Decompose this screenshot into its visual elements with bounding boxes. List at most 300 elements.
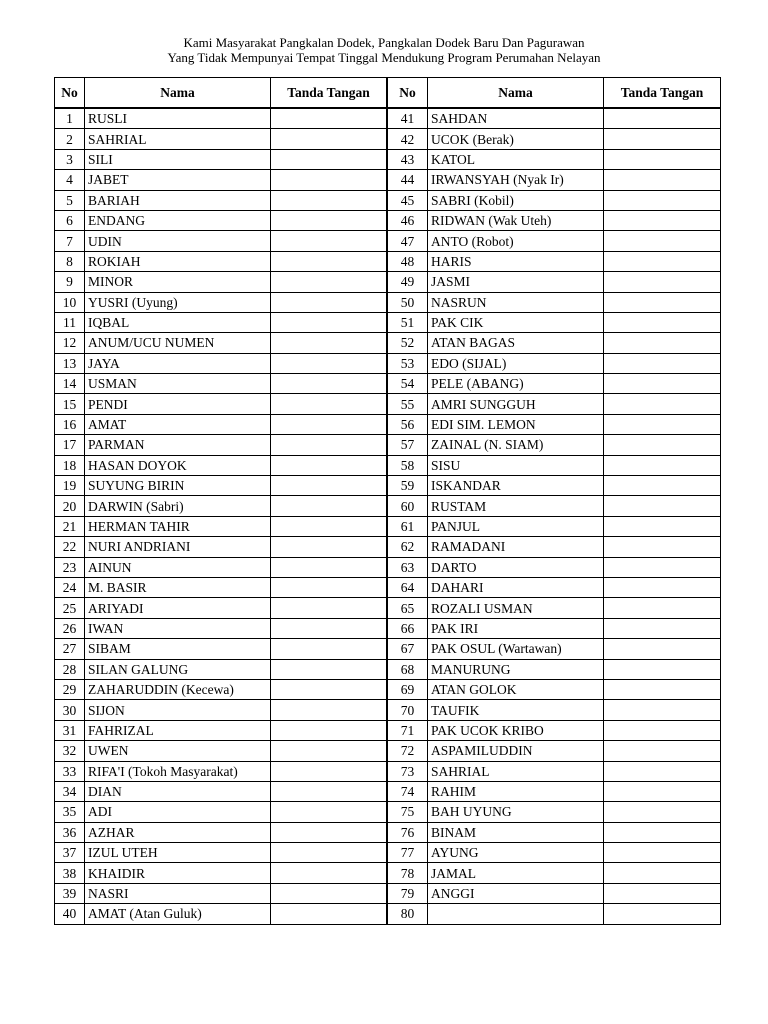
row-signature-cell [604,312,721,332]
table-row [55,108,387,129]
header-no: No [388,78,428,109]
table-row [388,639,721,659]
row-number: 27 [55,639,85,659]
table-row [55,353,387,373]
row-number: 20 [55,496,85,516]
table-row [388,822,721,842]
title-line-1: Kami Masyarakat Pangkalan Dodek, Pangkalan Dodek Baru Dan Pagurawan [183,35,585,50]
row-signature-cell [271,476,387,496]
table-row [55,170,387,190]
row-number: 25 [55,598,85,618]
row-signature-cell [604,435,721,455]
row-name: SAHRIAL [85,129,271,149]
row-number: 23 [55,557,85,577]
table-row [55,251,387,271]
row-number: 5 [55,190,85,210]
row-name: UDIN [85,231,271,251]
row-signature-cell [271,537,387,557]
row-signature-cell [271,516,387,536]
row-number: 77 [388,843,428,863]
row-signature-cell [604,149,721,169]
row-number: 73 [388,761,428,781]
row-name: ROKIAH [85,251,271,271]
table-row [388,414,721,434]
row-signature-cell [604,618,721,638]
table-row [388,108,721,129]
table-row [388,272,721,292]
row-name: JABET [85,170,271,190]
table-row [55,720,387,740]
row-name: AZHAR [85,822,271,842]
row-signature-cell [271,741,387,761]
table-row [388,781,721,801]
row-name: IQBAL [85,312,271,332]
row-signature-cell [271,149,387,169]
table-row [55,394,387,414]
table-row [388,374,721,394]
row-name: AYUNG [428,843,604,863]
table-row [55,149,387,169]
row-signature-cell [604,659,721,679]
table-row [388,557,721,577]
row-name: RUSTAM [428,496,604,516]
row-signature-cell [271,108,387,129]
table-row [388,904,721,924]
table-row [388,761,721,781]
row-name: DARTO [428,557,604,577]
row-name: NURI ANDRIANI [85,537,271,557]
row-signature-cell [271,577,387,597]
row-name: ATAN BAGAS [428,333,604,353]
row-signature-cell [604,292,721,312]
table-row [388,843,721,863]
table-row [55,700,387,720]
row-name: ANTO (Robot) [428,231,604,251]
row-name: DARWIN (Sabri) [85,496,271,516]
row-signature-cell [604,577,721,597]
row-signature-cell [604,394,721,414]
row-signature-cell [604,231,721,251]
row-name: ATAN GOLOK [428,679,604,699]
row-signature-cell [604,700,721,720]
row-name: RUSLI [85,108,271,129]
table-row [55,557,387,577]
row-signature-cell [271,720,387,740]
row-name: ANGGI [428,883,604,903]
row-name: IWAN [85,618,271,638]
table-row [55,883,387,903]
table-row [55,537,387,557]
row-number: 12 [55,333,85,353]
row-number: 52 [388,333,428,353]
row-number: 8 [55,251,85,271]
row-number: 35 [55,802,85,822]
row-signature-cell [271,679,387,699]
row-number: 1 [55,108,85,129]
table-row [55,516,387,536]
table-row [55,577,387,597]
row-name: NASRI [85,883,271,903]
row-name: KHAIDIR [85,863,271,883]
table-row [388,802,721,822]
row-number: 6 [55,210,85,230]
row-number: 22 [55,537,85,557]
row-number: 26 [55,618,85,638]
row-name: FAHRIZAL [85,720,271,740]
row-name: PANJUL [428,516,604,536]
table-row [55,231,387,251]
row-name: SAHRIAL [428,761,604,781]
table-row [388,435,721,455]
row-number: 68 [388,659,428,679]
table-row [388,598,721,618]
row-number: 80 [388,904,428,924]
row-number: 60 [388,496,428,516]
table-row [388,170,721,190]
table-row [388,149,721,169]
header-nama: Nama [428,78,604,109]
row-number: 70 [388,700,428,720]
row-name: MANURUNG [428,659,604,679]
row-signature-cell [604,374,721,394]
row-name: BARIAH [85,190,271,210]
row-name: ARIYADI [85,598,271,618]
table-header-row [55,78,387,109]
row-name: SIJON [85,700,271,720]
table-header-row [388,78,721,109]
row-signature-cell [604,537,721,557]
table-row [55,455,387,475]
row-name: UCOK (Berak) [428,129,604,149]
table-row [388,129,721,149]
row-name: BINAM [428,822,604,842]
row-number: 38 [55,863,85,883]
table-row [388,577,721,597]
row-name: PAK OSUL (Wartawan) [428,639,604,659]
table-row [55,781,387,801]
table-row [55,618,387,638]
table-row [388,292,721,312]
title-line-2: Yang Tidak Mempunyai Tempat Tinggal Mendukung Program Perumahan Nelayan [167,50,601,65]
row-signature-cell [604,108,721,129]
row-number: 29 [55,679,85,699]
row-signature-cell [604,353,721,373]
row-name: SILAN GALUNG [85,659,271,679]
row-number: 34 [55,781,85,801]
row-number: 2 [55,129,85,149]
row-signature-cell [604,761,721,781]
row-number: 19 [55,476,85,496]
row-signature-cell [271,618,387,638]
row-number: 79 [388,883,428,903]
row-name: ANUM/UCU NUMEN [85,333,271,353]
row-name: ROZALI USMAN [428,598,604,618]
table-row [388,883,721,903]
row-name: RIFA'I (Tokoh Masyarakat) [85,761,271,781]
row-name: AINUN [85,557,271,577]
row-name: BAH UYUNG [428,802,604,822]
table-row [55,741,387,761]
row-name: ASPAMILUDDIN [428,741,604,761]
row-name: RIDWAN (Wak Uteh) [428,210,604,230]
row-name: HARIS [428,251,604,271]
table-row [55,639,387,659]
row-number: 67 [388,639,428,659]
row-signature-cell [271,394,387,414]
row-signature-cell [604,129,721,149]
row-name: KATOL [428,149,604,169]
signature-table-right [387,77,721,925]
table-row [388,251,721,271]
row-name: SIBAM [85,639,271,659]
row-name: RAMADANI [428,537,604,557]
row-number: 32 [55,741,85,761]
row-name: ISKANDAR [428,476,604,496]
table-row [55,863,387,883]
row-name: AMAT (Atan Guluk) [85,904,271,924]
row-name: TAUFIK [428,700,604,720]
table-row [388,455,721,475]
table-row [55,374,387,394]
row-signature-cell [604,802,721,822]
row-signature-cell [271,312,387,332]
row-name: SILI [85,149,271,169]
table-row [388,333,721,353]
row-number: 39 [55,883,85,903]
row-number: 18 [55,455,85,475]
row-number: 62 [388,537,428,557]
row-name: NASRUN [428,292,604,312]
row-name: PARMAN [85,435,271,455]
table-row [55,312,387,332]
row-number: 78 [388,863,428,883]
row-number: 75 [388,802,428,822]
row-signature-cell [271,822,387,842]
row-number: 36 [55,822,85,842]
table-row [55,496,387,516]
row-name: AMRI SUNGGUH [428,394,604,414]
row-name: JASMI [428,272,604,292]
row-name: SABRI (Kobil) [428,190,604,210]
table-row [55,272,387,292]
table-row [55,129,387,149]
row-name: SUYUNG BIRIN [85,476,271,496]
row-signature-cell [604,516,721,536]
row-name: UWEN [85,741,271,761]
row-signature-cell [604,333,721,353]
row-name: PAK IRI [428,618,604,638]
row-number: 53 [388,353,428,373]
row-number: 44 [388,170,428,190]
row-number: 72 [388,741,428,761]
row-number: 41 [388,108,428,129]
row-name: DAHARI [428,577,604,597]
table-row [55,659,387,679]
row-name: PELE (ABANG) [428,374,604,394]
row-name: PAK UCOK KRIBO [428,720,604,740]
table-row [388,496,721,516]
row-number: 64 [388,577,428,597]
row-number: 55 [388,394,428,414]
table-row [388,210,721,230]
row-signature-cell [271,455,387,475]
table-row [388,231,721,251]
table-row [55,333,387,353]
row-number: 57 [388,435,428,455]
row-name: AMAT [85,414,271,434]
row-number: 9 [55,272,85,292]
row-signature-cell [271,210,387,230]
table-row [388,312,721,332]
row-name: PAK CIK [428,312,604,332]
row-number: 49 [388,272,428,292]
row-number: 4 [55,170,85,190]
row-name: RAHIM [428,781,604,801]
row-number: 33 [55,761,85,781]
row-number: 16 [55,414,85,434]
row-signature-cell [271,700,387,720]
row-name: JAMAL [428,863,604,883]
row-signature-cell [271,761,387,781]
row-number: 61 [388,516,428,536]
row-number: 11 [55,312,85,332]
row-number: 65 [388,598,428,618]
table-row [55,679,387,699]
row-signature-cell [271,292,387,312]
table-row [388,353,721,373]
row-signature-cell [271,272,387,292]
row-signature-cell [604,639,721,659]
row-number: 71 [388,720,428,740]
table-row [388,679,721,699]
table-row [388,476,721,496]
row-signature-cell [604,741,721,761]
row-number: 63 [388,557,428,577]
row-name: YUSRI (Uyung) [85,292,271,312]
row-signature-cell [604,863,721,883]
table-body-right [388,108,721,924]
row-number: 43 [388,149,428,169]
table-row [55,414,387,434]
row-signature-cell [604,210,721,230]
table-row [388,190,721,210]
row-number: 14 [55,374,85,394]
row-signature-cell [604,476,721,496]
row-number: 47 [388,231,428,251]
table-row [388,741,721,761]
row-name: IZUL UTEH [85,843,271,863]
row-name: SAHDAN [428,108,604,129]
row-number: 24 [55,577,85,597]
row-number: 30 [55,700,85,720]
table-row [388,537,721,557]
row-name: JAYA [85,353,271,373]
row-signature-cell [271,496,387,516]
row-name: PENDI [85,394,271,414]
row-name: ZAINAL (N. SIAM) [428,435,604,455]
row-signature-cell [604,822,721,842]
row-number: 7 [55,231,85,251]
row-number: 51 [388,312,428,332]
row-number: 40 [55,904,85,924]
row-number: 13 [55,353,85,373]
row-name: USMAN [85,374,271,394]
row-number: 15 [55,394,85,414]
row-signature-cell [604,190,721,210]
row-signature-cell [604,598,721,618]
row-signature-cell [271,414,387,434]
row-signature-cell [271,639,387,659]
row-signature-cell [271,374,387,394]
signature-table-left [54,77,387,925]
row-number: 17 [55,435,85,455]
row-signature-cell [604,251,721,271]
row-signature-cell [271,781,387,801]
header-tanda-tangan: Tanda Tangan [604,78,721,109]
row-signature-cell [604,679,721,699]
row-signature-cell [271,843,387,863]
row-number: 37 [55,843,85,863]
document-title [0,35,768,65]
row-number: 46 [388,210,428,230]
row-number: 50 [388,292,428,312]
row-signature-cell [604,843,721,863]
row-number: 21 [55,516,85,536]
row-number: 54 [388,374,428,394]
row-signature-cell [271,251,387,271]
row-signature-cell [271,557,387,577]
table-row [55,904,387,924]
row-signature-cell [271,802,387,822]
row-signature-cell [604,557,721,577]
row-name: SISU [428,455,604,475]
row-signature-cell [271,129,387,149]
row-signature-cell [271,231,387,251]
table-row [55,843,387,863]
row-number: 66 [388,618,428,638]
row-signature-cell [271,659,387,679]
table-body-left [55,108,387,924]
row-signature-cell [604,904,721,924]
table-row [55,435,387,455]
row-number: 10 [55,292,85,312]
row-number: 76 [388,822,428,842]
header-nama: Nama [85,78,271,109]
row-signature-cell [604,496,721,516]
row-number: 3 [55,149,85,169]
row-name: DIAN [85,781,271,801]
row-name: IRWANSYAH (Nyak Ir) [428,170,604,190]
row-number: 42 [388,129,428,149]
row-name: HASAN DOYOK [85,455,271,475]
row-signature-cell [271,904,387,924]
row-name: ZAHARUDDIN (Kecewa) [85,679,271,699]
row-signature-cell [271,883,387,903]
row-signature-cell [604,883,721,903]
row-signature-cell [271,863,387,883]
table-row [55,598,387,618]
table-row [388,618,721,638]
table-row [388,394,721,414]
table-row [388,516,721,536]
row-signature-cell [604,781,721,801]
row-signature-cell [604,720,721,740]
table-row [388,863,721,883]
row-signature-cell [271,170,387,190]
row-signature-cell [604,414,721,434]
row-number: 56 [388,414,428,434]
row-name: M. BASIR [85,577,271,597]
